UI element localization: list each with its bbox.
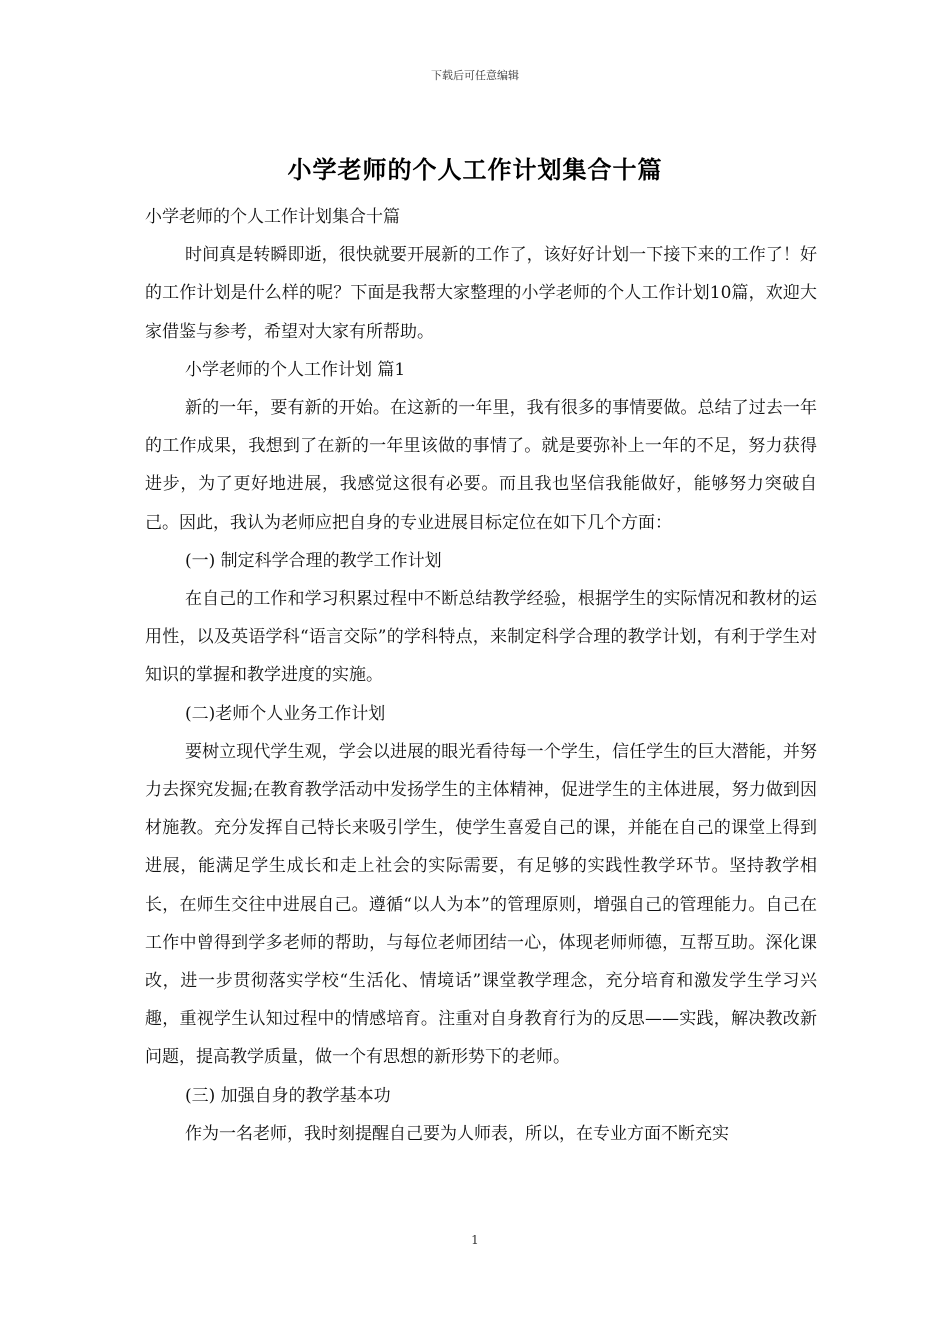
document-body [145,198,817,1153]
paragraph: 时间真是转瞬即逝，很快就要开展新的工作了，该好好计划一下接下来的工作了！好的工作计划是什么样的呢？下面是我帮大家整理的小学老师的个人工作计划10篇，欢迎大家借鉴与参考，希望对大家有所帮助。 [145,245,817,342]
paragraph: (一) 制定科学合理的教学工作计划 [185,550,442,571]
page-number: 1 [471,1233,479,1247]
document-title: 小学老师的个人工作计划集合十篇 [287,155,663,184]
paragraph: 作为一名老师，我时刻提醒自己要为人师表，所以，在专业方面不断充实 [185,1123,729,1144]
paragraph: (三) 加强自身的教学基本功 [185,1085,391,1106]
paragraph: 要树立现代学生观，学会以进展的眼光看待每一个学生，信任学生的巨大潜能，并努力去探究发掘;在教育教学活动中发扬学生的主体精神，促进学生的主体进展，努力做到因材施教。充分发挥自己特长来吸引学生，使学生喜爱自己的课，并能在自己的课堂上得到进展，能满足学生成长和走上社会的实际需要，有足够的实践性教学环节。坚持教学相长，在师生交往中进展自己。遵循“以人为本”的管理原则，增强自己的管理能力。自己在工作中曾得到学多老师的帮助，与每位老师团结一心，体现老师师德，互帮互助。深化课改，进一步贯彻落实学校“生活化、情境话”课堂教学理念，充分培育和激发学生学习兴趣，重视学生认知过程中的情感培育。注重对自身教育行为的反思——实践，解决教改新问题，提高教学质量，做一个有思想的新形势下的老师。 [145,741,817,1068]
paragraph: (二)老师个人业务工作计划 [185,703,386,724]
paragraph: 在自己的工作和学习积累过程中不断总结教学经验，根据学生的实际情况和教材的运用性，以及英语学科“语言交际”的学科特点，来制定科学合理的教学计划，有利于学生对知识的掌握和教学进度的实施。 [145,589,817,686]
paragraph: 小学老师的个人工作计划集合十篇 [145,207,400,227]
header-note: 下载后可任意编辑 [431,69,519,82]
paragraph: 小学老师的个人工作计划 篇1 [185,359,406,380]
paragraph: 新的一年，要有新的开始。在这新的一年里，我有很多的事情要做。总结了过去一年的工作成果，我想到了在新的一年里该做的事情了。就是要弥补上一年的不足，努力获得进步，为了更好地进展，我感觉这很有必要。而且我也坚信我能做好，能够努力突破自己。因此，我认为老师应把自身的专业进展目标定位在如下几个方面： [145,398,817,533]
